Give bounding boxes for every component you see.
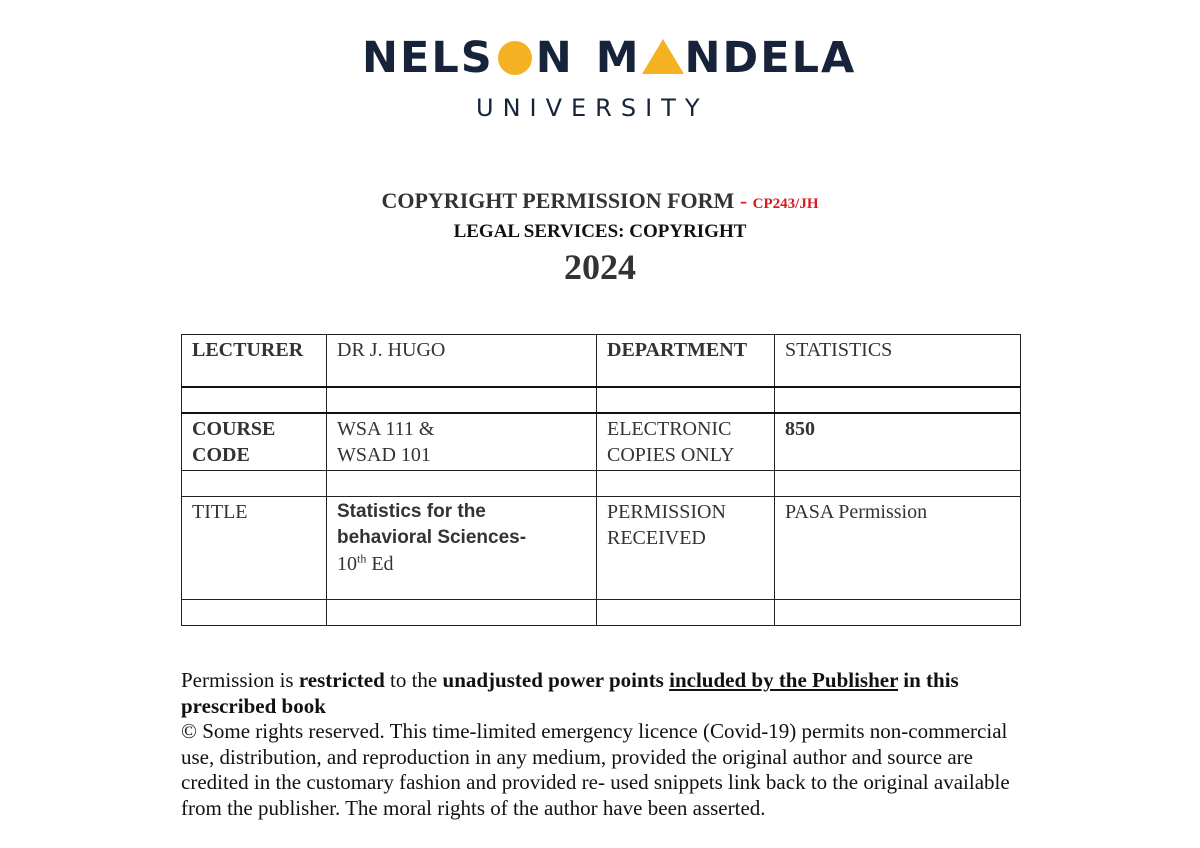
logo-circle-icon bbox=[498, 41, 532, 75]
logo-wordmark: NELS N M NDELA bbox=[362, 33, 857, 83]
copies-label: ELECTRONIC COPIES ONLY bbox=[597, 413, 775, 471]
permission-notice bbox=[181, 668, 1021, 821]
department-value: STATISTICS bbox=[775, 335, 1021, 387]
department-label: DEPARTMENT bbox=[597, 335, 775, 387]
title-value: Statistics for the behavioral Sciences- 10th Ed bbox=[327, 496, 597, 599]
licence-statement: © Some rights reserved. This time-limited emergency licence (Covid-19) permits non-commercial use, distribution, and reproduction in any medium, provided the original author and source are credited in the customary fashion and provided re- used snippets link back to the original available from the publisher. The moral rights of the author have been asserted. bbox=[181, 719, 1010, 820]
restriction-statement: Permission is restricted to the unadjusted power points included by the Publisher in this prescribed book bbox=[181, 668, 959, 718]
course-code-label: COURSE CODE bbox=[182, 413, 327, 471]
logo-subtitle: UNIVERSITY bbox=[476, 94, 709, 122]
form-year: 2024 bbox=[564, 247, 636, 287]
form-code: CP243/JH bbox=[752, 196, 819, 212]
form-subtitle: LEGAL SERVICES: COPYRIGHT bbox=[453, 221, 747, 242]
university-logo bbox=[0, 24, 1200, 124]
table-row bbox=[182, 470, 1021, 496]
table-row bbox=[182, 496, 1021, 599]
lecturer-value: DR J. HUGO bbox=[327, 335, 597, 387]
copies-value: 850 bbox=[775, 413, 1021, 471]
table-row bbox=[182, 335, 1021, 387]
logo-triangle-icon bbox=[642, 39, 684, 74]
lecturer-label: LECTURER bbox=[182, 335, 327, 387]
table-row bbox=[182, 413, 1021, 471]
table-row bbox=[182, 599, 1021, 625]
table-row bbox=[182, 387, 1021, 413]
form-heading bbox=[0, 186, 1200, 289]
title-label: TITLE bbox=[182, 496, 327, 599]
permission-label: PERMISSION RECEIVED bbox=[597, 496, 775, 599]
permission-value: PASA Permission bbox=[775, 496, 1021, 599]
course-code-value: WSA 111 & WSAD 101 bbox=[327, 413, 597, 471]
permission-table bbox=[181, 334, 1021, 626]
form-title: COPYRIGHT PERMISSION FORM - CP243/JH bbox=[381, 188, 819, 213]
